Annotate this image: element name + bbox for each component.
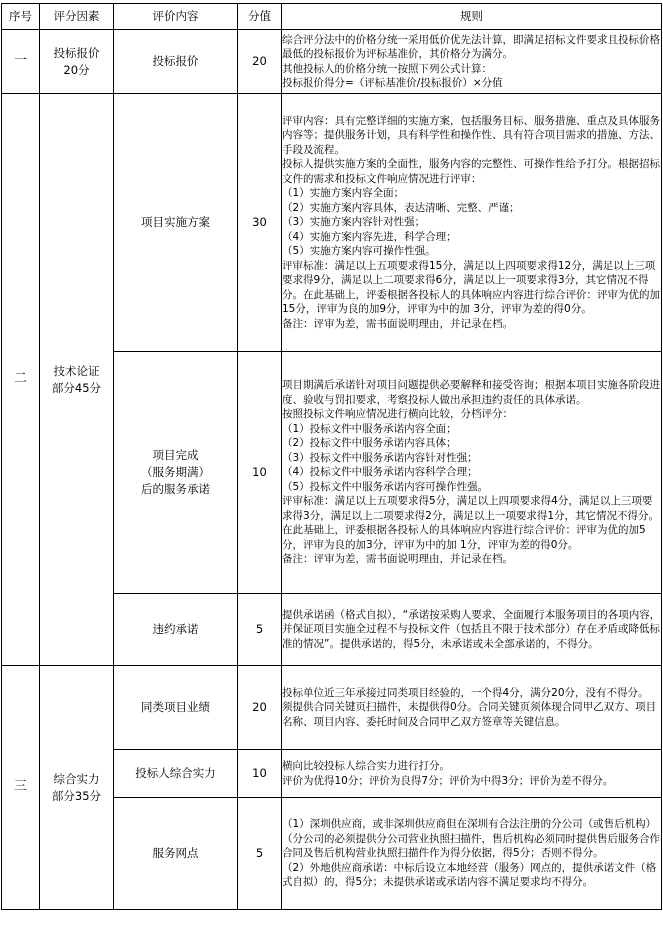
- rule-paragraph: 综合评分法中的价格分统一采用低价优先法计算，即满足招标文件要求且投标价格最低的投标报价为评标基准价，其价格分为满分。: [282, 33, 660, 60]
- item-rule: [282, 94, 662, 352]
- rule-paragraph: 提供承诺函（格式自拟），“承诺按采购人要求，全面履行本服务项目的各项内容，并保证项目实施全过程不与投标文件（包括且不限于技术部分）存在矛盾或降低标准的情况”。提供承诺的，得5分，未承诺或未全部承诺的，不得分。: [282, 608, 661, 650]
- cell-text-line: 后的服务承诺: [141, 482, 210, 496]
- item-content: [114, 798, 238, 910]
- rule-paragraph: 备注：评审为差，需书面说明理由，并记录在档。: [282, 553, 513, 566]
- item-score: 5: [238, 798, 282, 910]
- cell-text-line: 20分: [63, 62, 90, 77]
- item-rule: [282, 352, 662, 594]
- rule-paragraph: （1）深圳供应商，或非深圳供应商但在深圳有合法注册的分公司（或售后机构）（分公司的必须提供分公司营业执照扫描件，售后机构必须同时提供售后服务合作合同及售后机构营业执照扫描件作为得分依据，得5分；否则不得分。: [282, 818, 660, 860]
- section-index: 一: [2, 30, 40, 94]
- rule-paragraph: 其他投标人的价格分统一按照下列公式计算：: [282, 62, 492, 75]
- item-score: 20: [238, 30, 282, 94]
- item-rule: [282, 750, 662, 798]
- cell-text-line: 服务网点: [152, 846, 199, 860]
- item-content: [114, 594, 238, 666]
- table-row: [2, 666, 662, 750]
- item-score: 30: [238, 94, 282, 352]
- rule-paragraph: 评价为优得10分；评价为良得7分；评价为中得3分；评价为差不得分。: [282, 774, 614, 787]
- rule-paragraph: （2）外地供应商承诺：中标后设立本地经营（服务）网点的，提供承诺文件（格式自拟）的，得5分；未提供承诺或承诺内容不满足要求均不得分。: [282, 861, 657, 889]
- cell-text-line: 投标报价: [152, 54, 199, 68]
- item-score: 10: [238, 750, 282, 798]
- cell-text-line: 同类项目业绩: [141, 700, 210, 714]
- table-row: [2, 94, 662, 352]
- cell-text-line: 投标报价: [53, 45, 100, 60]
- section-factor: [40, 94, 114, 666]
- rule-paragraph: 按照投标文件响应情况进行横向比较，分档评分：: [282, 408, 513, 421]
- rule-paragraph: 横向比较投标人综合实力进行打分。: [282, 760, 450, 772]
- rule-paragraph: 投标人提供实施方案的全面性，服务内容的完整性、可操作性给予打分。根据招标文件的需求和投标文件响应情况进行评审：: [282, 158, 660, 185]
- item-score: 20: [238, 666, 282, 750]
- table-row: [2, 30, 662, 94]
- rule-paragraph: （1）实施方案内容全面；: [282, 187, 405, 200]
- item-rule: [282, 594, 662, 666]
- rule-paragraph: （1）投标文件中服务承诺内容全面；: [282, 422, 457, 435]
- rule-paragraph: （2）投标文件中服务承诺内容具体；: [282, 437, 457, 450]
- rule-paragraph: 项目期满后承诺针对项目问题提供必要解释和接受咨询；根据本项目实施各阶段进度、验收与罚扣要求，考察投标人做出承担违约责任的具体承诺。: [282, 379, 660, 406]
- rule-paragraph: （5）实施方案内容可操作性强。: [282, 245, 436, 258]
- item-rule: [282, 30, 662, 94]
- section-factor: [40, 666, 114, 910]
- header-content: 评价内容: [114, 4, 238, 30]
- cell-text-line: 部分45分: [51, 380, 102, 395]
- section-index: 三: [2, 666, 40, 910]
- rule-paragraph: 评审内容：具有完整详细的实施方案，包括服务目标、服务措施、重点及具体服务内容等；提供服务计划，具有科学性和操作性、具有符合项目需求的措施、方法、手段及流程。: [282, 114, 660, 156]
- rule-paragraph: 须提供合同关键页扫描件，未提供得0分。合同关键页须体现合同甲乙双方、项目名称、项目内容、委托时间及合同甲乙双方签章等关键信息。: [282, 701, 657, 728]
- item-content: [114, 666, 238, 750]
- item-rule: [282, 798, 662, 910]
- item-content: [114, 30, 238, 94]
- rule-paragraph: （5）投标文件中服务承诺内容可操作性强。: [282, 480, 489, 493]
- rule-paragraph: （4）实施方案内容先进，科学合理；: [282, 230, 457, 243]
- rule-paragraph: （2）实施方案内容具体，表达清晰、完整、严谨；: [282, 201, 520, 214]
- header-index: 序号: [2, 4, 40, 30]
- item-content: [114, 750, 238, 798]
- cell-text-line: 项目完成: [152, 448, 199, 462]
- item-score: 5: [238, 594, 282, 666]
- rule-paragraph: 评审标准：满足以上五项要求得15分，满足以上四项要求得12分，满足以上三项要求得9分，满足以上二项要求得6分，满足以上一项要求得3分，其它情况不得分。在此基础上，评委根据各投标人的具体响应内容进行综合评价：评审为优的加15分，评审为良的加9分，评审为中的加 3分，评审为差的得0分。: [282, 259, 660, 316]
- cell-text-line: 部分35分: [51, 788, 102, 803]
- rule-paragraph: 评审标准：满足以上五项要求得5分，满足以上四项要求得4分，满足以上三项要求得3分，满足以上二项要求得2分，满足以上一项要求得1分，其它情况不得分。在此基础上，评委根据各投标人的具体响应内容进行综合评价：评审为优的加5分，评审为良的加3分，评审为中的加 1分，评审为差的得0分。: [282, 495, 660, 551]
- rule-paragraph: 投标单位近三年承接过同类项目经验的，一个得4分，满分20分，没有不得分。: [282, 686, 649, 699]
- cell-text-line: 技术论证: [53, 363, 100, 378]
- cell-text-line: 违约承诺: [152, 622, 199, 636]
- cell-text-line: 综合实力: [53, 771, 100, 786]
- rule-paragraph: （3）投标文件中服务承诺内容针对性强；: [282, 451, 478, 464]
- item-rule: [282, 666, 662, 750]
- item-content: [114, 352, 238, 594]
- cell-text-line: 投标人综合实力: [135, 766, 216, 780]
- header-row: [2, 4, 662, 30]
- header-factor: 评分因素: [40, 4, 114, 30]
- cell-text-line: 项目实施方案: [141, 215, 210, 229]
- header-rule: 规则: [282, 4, 662, 30]
- rule-paragraph: 投标报价得分=（评标基准价/投标报价）×分值: [282, 77, 503, 89]
- section-factor: [40, 30, 114, 94]
- cell-text-line: （服务期满）: [141, 465, 210, 479]
- rule-paragraph: 备注：评审为差，需书面说明理由，并记录在档。: [282, 317, 513, 330]
- section-index: 二: [2, 94, 40, 666]
- rule-paragraph: （3）实施方案内容针对性强；: [282, 216, 426, 229]
- header-score: 分值: [238, 4, 282, 30]
- item-score: 10: [238, 352, 282, 594]
- rule-paragraph: （4）投标文件中服务承诺内容科学合理；: [282, 466, 478, 479]
- scoring-table: [1, 3, 662, 910]
- item-content: [114, 94, 238, 352]
